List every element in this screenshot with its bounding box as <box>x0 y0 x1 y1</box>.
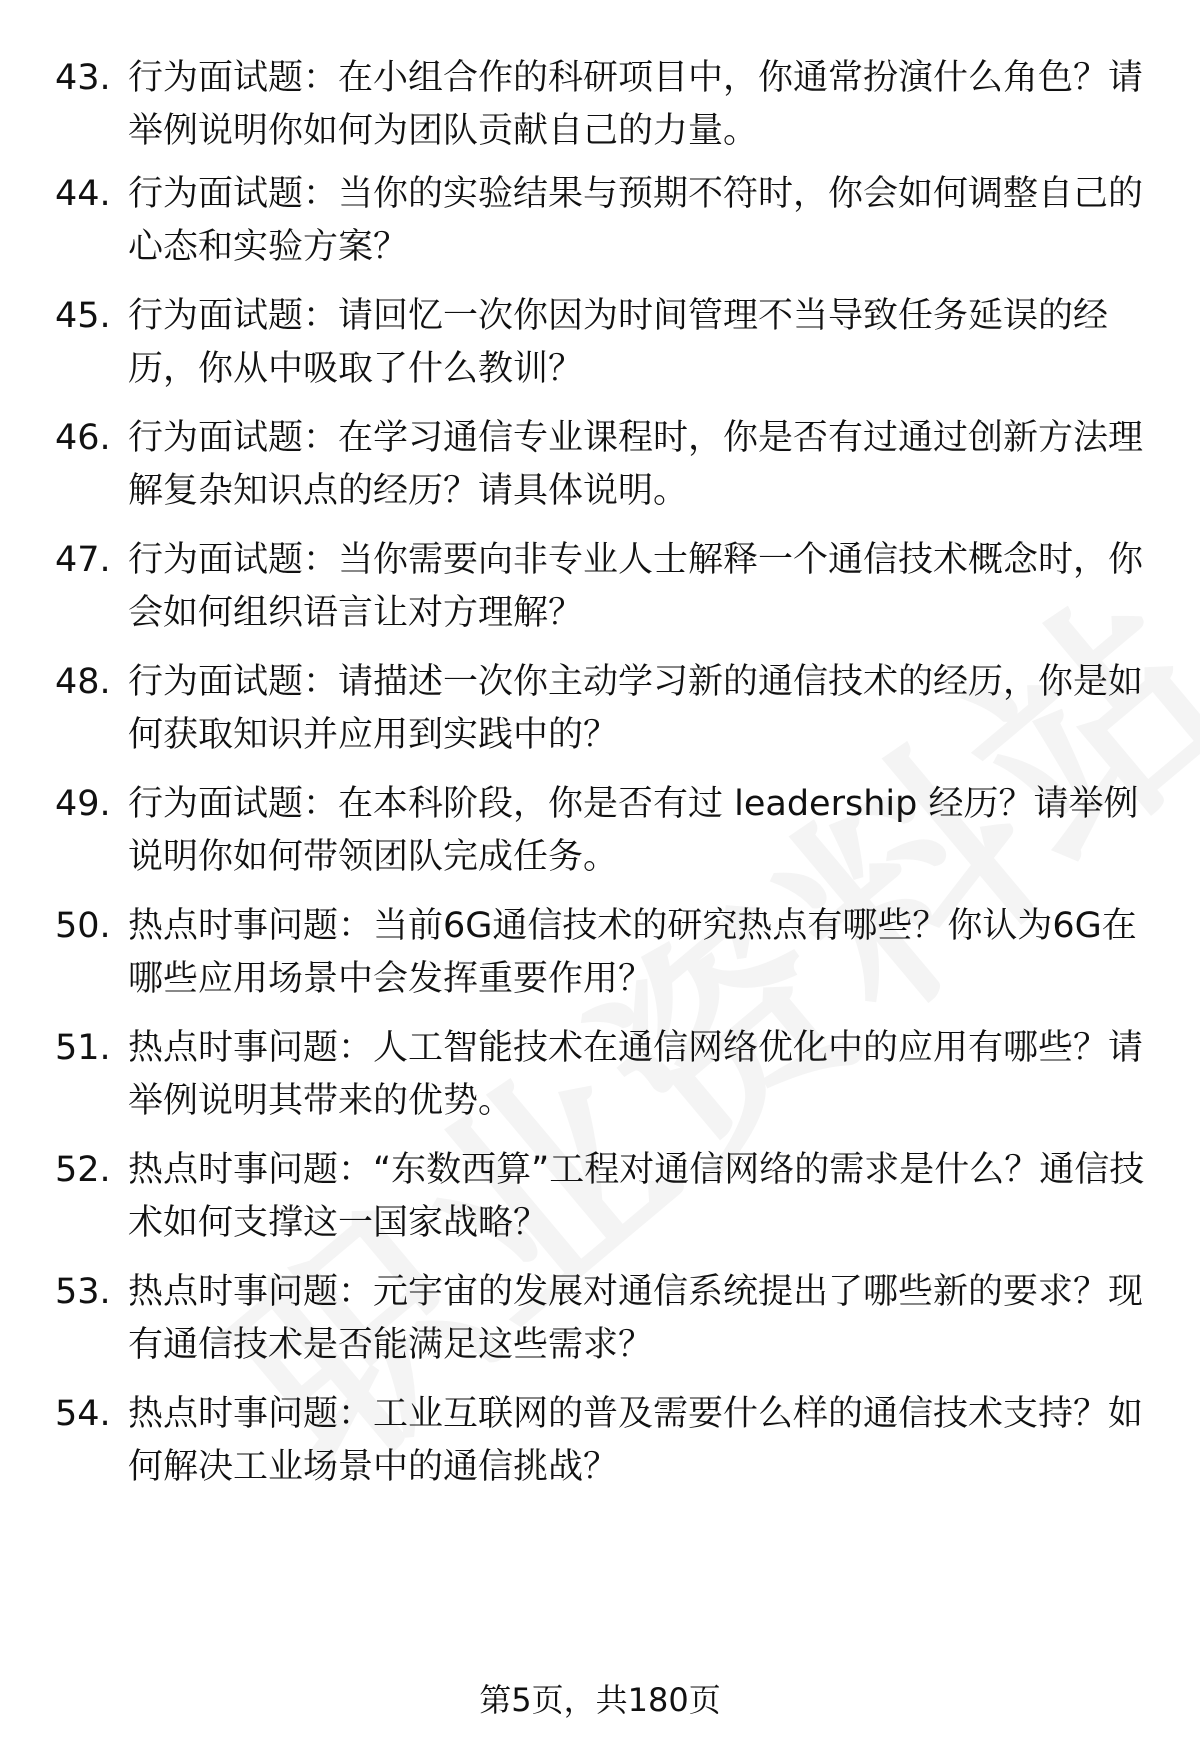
question-text: 行为面试题：请回忆一次你因为时间管理不当导致任务延误的经历，你从中吸取了什么教训？ <box>128 296 1109 389</box>
question-number: 44. <box>55 174 111 214</box>
question-number: 52. <box>55 1150 111 1190</box>
question-item <box>0 656 1200 766</box>
question-text: 热点时事问题：元宇宙的发展对通信系统提出了哪些新的要求？现有通信技术是否能满足这些需求？ <box>128 1272 1144 1365</box>
question-item <box>0 534 1200 644</box>
question-text: 热点时事问题：工业互联网的普及需要什么样的通信技术支持？如何解决工业场景中的通信挑战？ <box>128 1394 1144 1487</box>
question-text: 行为面试题：在本科阶段，你是否有过 leadership 经历？请举例说明你如何带领团队完成任务。 <box>128 784 1139 877</box>
question-item <box>0 52 1200 162</box>
question-item <box>0 900 1200 1010</box>
question-item <box>0 290 1200 400</box>
question-text: 行为面试题：当你的实验结果与预期不符时，你会如何调整自己的心态和实验方案？ <box>128 174 1144 267</box>
question-number: 51. <box>55 1028 111 1068</box>
question-item <box>0 1022 1200 1132</box>
question-item <box>0 1388 1200 1498</box>
question-number: 48. <box>55 662 111 702</box>
question-item <box>0 1144 1200 1254</box>
question-text: 行为面试题：在学习通信专业课程时，你是否有过通过创新方法理解复杂知识点的经历？请具体说明。 <box>128 418 1144 511</box>
question-text: 热点时事问题：当前6G通信技术的研究热点有哪些？你认为6G在哪些应用场景中会发挥重要作用？ <box>128 906 1137 999</box>
question-number: 53. <box>55 1272 111 1312</box>
question-item <box>0 168 1200 278</box>
question-text: 行为面试题：当你需要向非专业人士解释一个通信技术概念时，你会如何组织语言让对方理解？ <box>128 540 1144 633</box>
question-number: 45. <box>55 296 111 336</box>
question-text: 行为面试题：请描述一次你主动学习新的通信技术的经历，你是如何获取知识并应用到实践中的？ <box>128 662 1144 755</box>
question-text: 热点时事问题：人工智能技术在通信网络优化中的应用有哪些？请举例说明其带来的优势。 <box>128 1028 1144 1121</box>
question-item <box>0 412 1200 522</box>
question-text: 行为面试题：在小组合作的科研项目中，你通常扮演什么角色？请举例说明你如何为团队贡献自己的力量。 <box>128 58 1144 151</box>
question-text: 热点时事问题：“东数西算”工程对通信网络的需求是什么？通信技术如何支撑这一国家战略？ <box>128 1150 1145 1243</box>
question-number: 50. <box>55 906 111 946</box>
page-footer: 第5页，共180页 <box>479 1681 721 1719</box>
question-number: 46. <box>55 418 111 458</box>
question-number: 47. <box>55 540 111 580</box>
question-item <box>0 778 1200 888</box>
question-number: 43. <box>55 58 111 98</box>
question-item <box>0 1266 1200 1376</box>
question-number: 49. <box>55 784 111 824</box>
question-number: 54. <box>55 1394 111 1434</box>
